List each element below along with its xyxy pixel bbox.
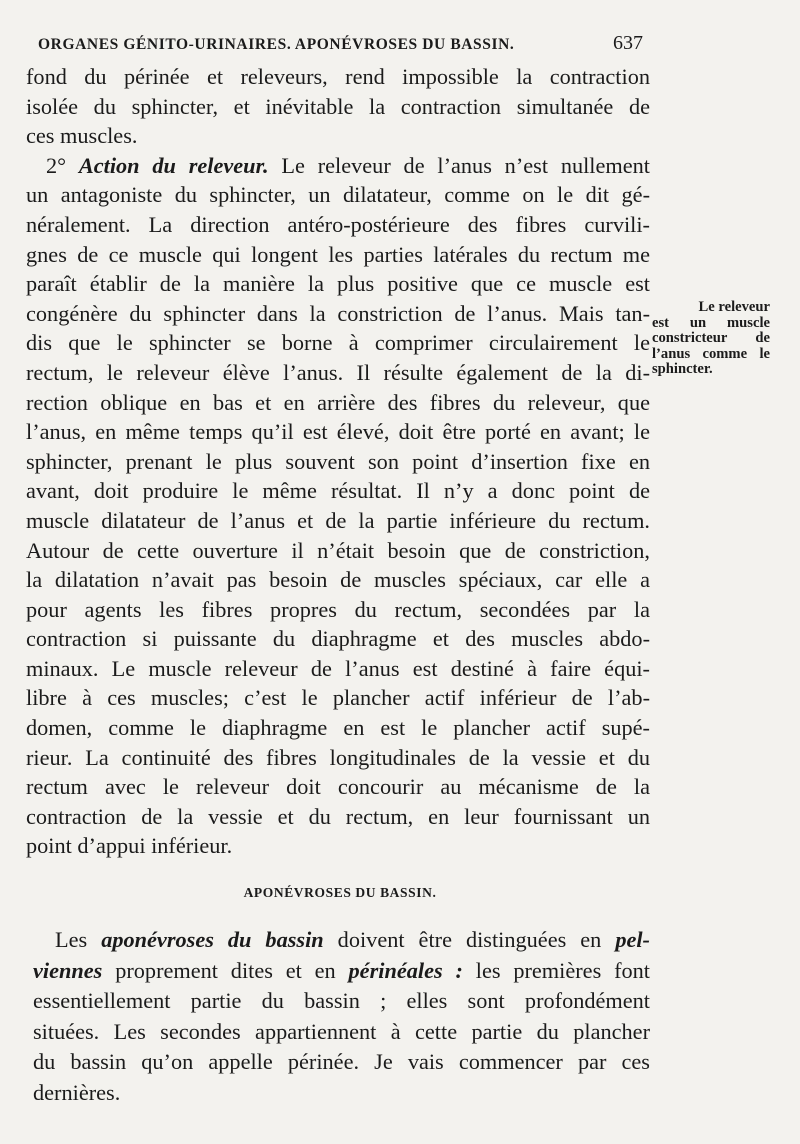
text-fragment: Les — [55, 927, 102, 952]
text-line: point d’appui inférieur. — [26, 833, 233, 859]
text-line: muscle dilatateur de l’anus et de la partie inférieure du rectum. — [26, 507, 650, 533]
text-fragment: doivent être distinguées en — [323, 927, 616, 952]
section-text — [33, 925, 650, 1109]
text-line: sphincter, prenant le plus souvent son point d’insertion fixe en — [26, 448, 650, 474]
text-line — [33, 956, 650, 987]
text-line — [33, 925, 650, 956]
text-line: isolée du sphincter, et inévitable la contraction simultanée de — [26, 93, 650, 119]
text-line: dis que le sphincter se borne à comprimer circulairement le — [26, 330, 650, 356]
text-line: paraît établir de la manière la plus positive que ce muscle est — [26, 271, 650, 297]
text-line: un antagoniste du sphincter, un dilatateur, comme on le dit gé- — [26, 182, 650, 208]
text-line: avant, doit produire le même résultat. Il n’y a donc point de — [26, 478, 650, 504]
text-line: essentiellement partie du bassin ; elles sont profondément — [33, 988, 650, 1014]
italic-term: périnéales : — [348, 957, 463, 983]
margin-note-line: est un muscle — [652, 314, 770, 331]
text-line: Autour de cette ouverture il n’était besoin que de constriction, — [26, 537, 650, 563]
text-line: situées. Les secondes appartiennent à cette partie du plancher — [33, 1018, 650, 1044]
text-line: contraction si puissante du diaphragme et des muscles abdo- — [26, 626, 650, 652]
text-line: rectum avec le releveur doit concourir au mécanisme de la — [26, 774, 650, 800]
paragraph-number: 2° — [46, 152, 67, 178]
text-line: libre à ces muscles; c’est le plancher actif inférieur de l’ab- — [26, 685, 650, 711]
text-fragment: proprement dites et en — [102, 957, 349, 983]
margin-note-line: l’anus comme le — [652, 345, 770, 362]
text-fragment: Le releveur de l’anus n’est nullement — [281, 152, 650, 178]
italic-term: pel- — [615, 927, 650, 952]
running-head-title: ORGANES GÉNITO-URINAIRES. APONÉVROSES DU BASSIN. — [38, 36, 515, 53]
main-text — [26, 62, 650, 861]
text-line: l’anus, en même temps qu’il est élevé, doit être porté en avant; le — [26, 419, 650, 445]
margin-note — [652, 300, 770, 378]
text-line: dernières. — [33, 1079, 121, 1105]
italic-term: viennes — [33, 957, 103, 983]
text-line: rieur. La continuité des fibres longitudinales de la vessie et du — [26, 744, 650, 770]
text-line: minaux. Le muscle releveur de l’anus est destiné à faire équi- — [26, 655, 650, 681]
italic-term: aponévroses du bassin — [101, 927, 324, 952]
text-line: fond du périnée et releveurs, rend impossible la contraction — [26, 64, 650, 89]
page-number: 637 — [613, 32, 643, 54]
text-line: ces muscles. — [26, 123, 138, 149]
text-line: congénère du sphincter dans la constriction de l’anus. Mais tan- — [26, 300, 650, 326]
text-line: rectum, le releveur élève l’anus. Il résulte également de la di- — [26, 359, 650, 385]
paragraph-heading: Action du releveur. — [78, 152, 269, 178]
text-line: pour agents les fibres propres du rectum, secondées par la — [26, 596, 650, 622]
running-head — [38, 34, 643, 58]
text-line: néralement. La direction antéro-postérieure des fibres curvili- — [26, 211, 650, 237]
text-line: du bassin qu’on appelle périnée. Je vais commencer par ces — [33, 1049, 650, 1075]
text-line: gnes de ce muscle qui longent les parties latérales du rectum me — [26, 241, 650, 267]
margin-note-line: constricteur de — [652, 330, 770, 346]
margin-note-line: sphincter. — [652, 361, 713, 377]
paragraph-2-first-line — [26, 151, 650, 181]
text-line: la dilatation n’avait pas besoin de muscles spéciaux, car elle a — [26, 567, 650, 593]
text-fragment: les premières font — [462, 957, 650, 983]
margin-note-line: Le releveur — [698, 299, 770, 315]
text-line: domen, comme le diaphragme en est le plancher actif supé- — [26, 715, 650, 741]
text-line: rection oblique en bas et en arrière des fibres du releveur, que — [26, 389, 650, 415]
text-line: contraction de la vessie et du rectum, en leur fournissant un — [26, 803, 650, 829]
section-heading: APONÉVROSES DU BASSIN. — [243, 885, 437, 900]
